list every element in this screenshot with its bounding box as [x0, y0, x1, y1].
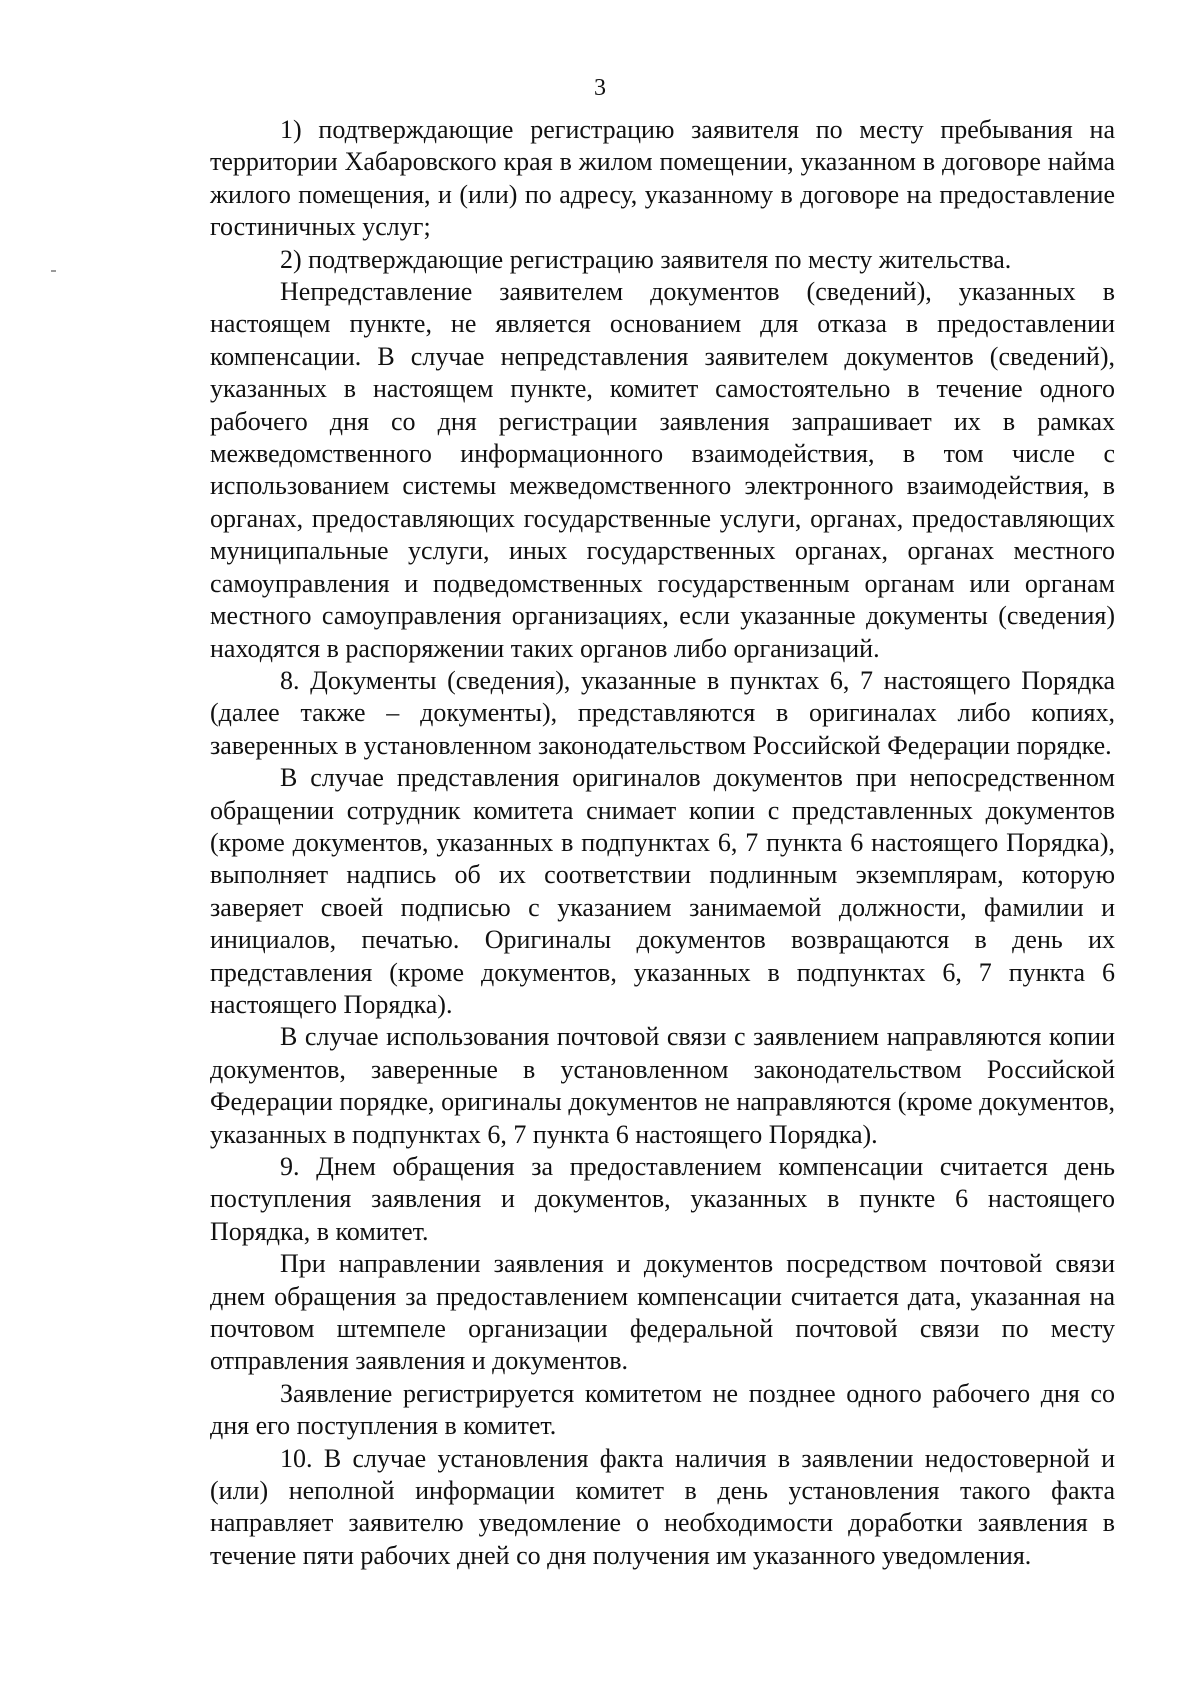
page-number: 3	[594, 75, 606, 101]
paragraph-nonsubmission: Непредставление заявителем документов (сведений), указанных в настоящем пункте, не является основанием для отказа в предоставлении компенсации. В случае непредставления заявителем документов (сведений), указанных в настоящем пункте, комитет самостоятельно в течение одного рабочего дня со дня регистрации заявления запрашивает их в рамках межведомственного информационного взаимодействия, в том числе с использованием системы межведомственного электронного взаимодействия, в органах, предоставляющих государственные услуги, органах, предоставляющих муниципальные услуги, иных государственных органах, органах местного самоуправления и подведомственных государственным органам или органам местного самоуправления организациях, если указанные документы (сведения) находятся в распоряжении таких органов либо организаций.	[210, 277, 1115, 663]
paragraph-clause-8: 8. Документы (сведения), указанные в пунктах 6, 7 настоящего Порядка (далее также – документы), представляются в оригиналах либо копиях, заверенных в установленном законодательством Российской Федерации порядке.	[210, 665, 1115, 760]
scan-mark	[51, 270, 56, 272]
paragraph-clause-10: 10. В случае установления факта наличия в заявлении недостоверной и (или) неполной информации комитет в день установления такого факта направляет заявителю уведомление о необходимости доработки заявления в течение пяти рабочих дней со дня получения им указанного уведомления.	[210, 1443, 1115, 1570]
paragraph-clause-9: 9. Днем обращения за предоставлением компенсации считается день поступления заявления и документов, указанных в пункте 6 настоящего Порядка, в комитет.	[210, 1152, 1115, 1246]
paragraph-item-2: 2) подтверждающие регистрацию заявителя по месту жительства.	[280, 244, 1012, 274]
paragraph-registration: Заявление регистрируется комитетом не позднее одного рабочего дня со дня его поступления в комитет.	[210, 1378, 1115, 1441]
paragraph-originals: В случае представления оригиналов документов при непосредственном обращении сотрудник комитета снимает копии с представленных документов (кроме документов, указанных в подпунктах 6, 7 пункта 6 настоящего Порядка), выполняет надпись об их соответствии подлинным экземплярам, которую заверяет своей подписью с указанием занимаемой должности, фамилии и инициалов, печатью. Оригиналы документов возвращаются в день их представления (кроме документов, указанных в подпунктах 6, 7 пункта 6 настоящего Порядка).	[210, 763, 1115, 1019]
paragraph-postal-date: При направлении заявления и документов посредством почтовой связи днем обращения за предоставлением компенсации считается дата, указанная на почтовом штемпеле организации федеральной почтовой связи по месту отправления заявления и документов.	[210, 1249, 1115, 1376]
paragraph-item-1: 1) подтверждающие регистрацию заявителя по месту пребывания на территории Хабаровского края в жилом помещении, указанном в договоре найма жилого помещения, и (или) по адресу, указанному в договоре на предоставление гостиничных услуг;	[210, 115, 1115, 242]
paragraph-postal: В случае использования почтовой связи с заявлением направляются копии документов, заверенные в установленном законодательством Российской Федерации порядке, оригиналы документов не направляются (кроме документов, указанных в подпунктах 6, 7 пункта 6 настоящего Порядка).	[210, 1022, 1115, 1149]
document-body	[210, 114, 1115, 1572]
